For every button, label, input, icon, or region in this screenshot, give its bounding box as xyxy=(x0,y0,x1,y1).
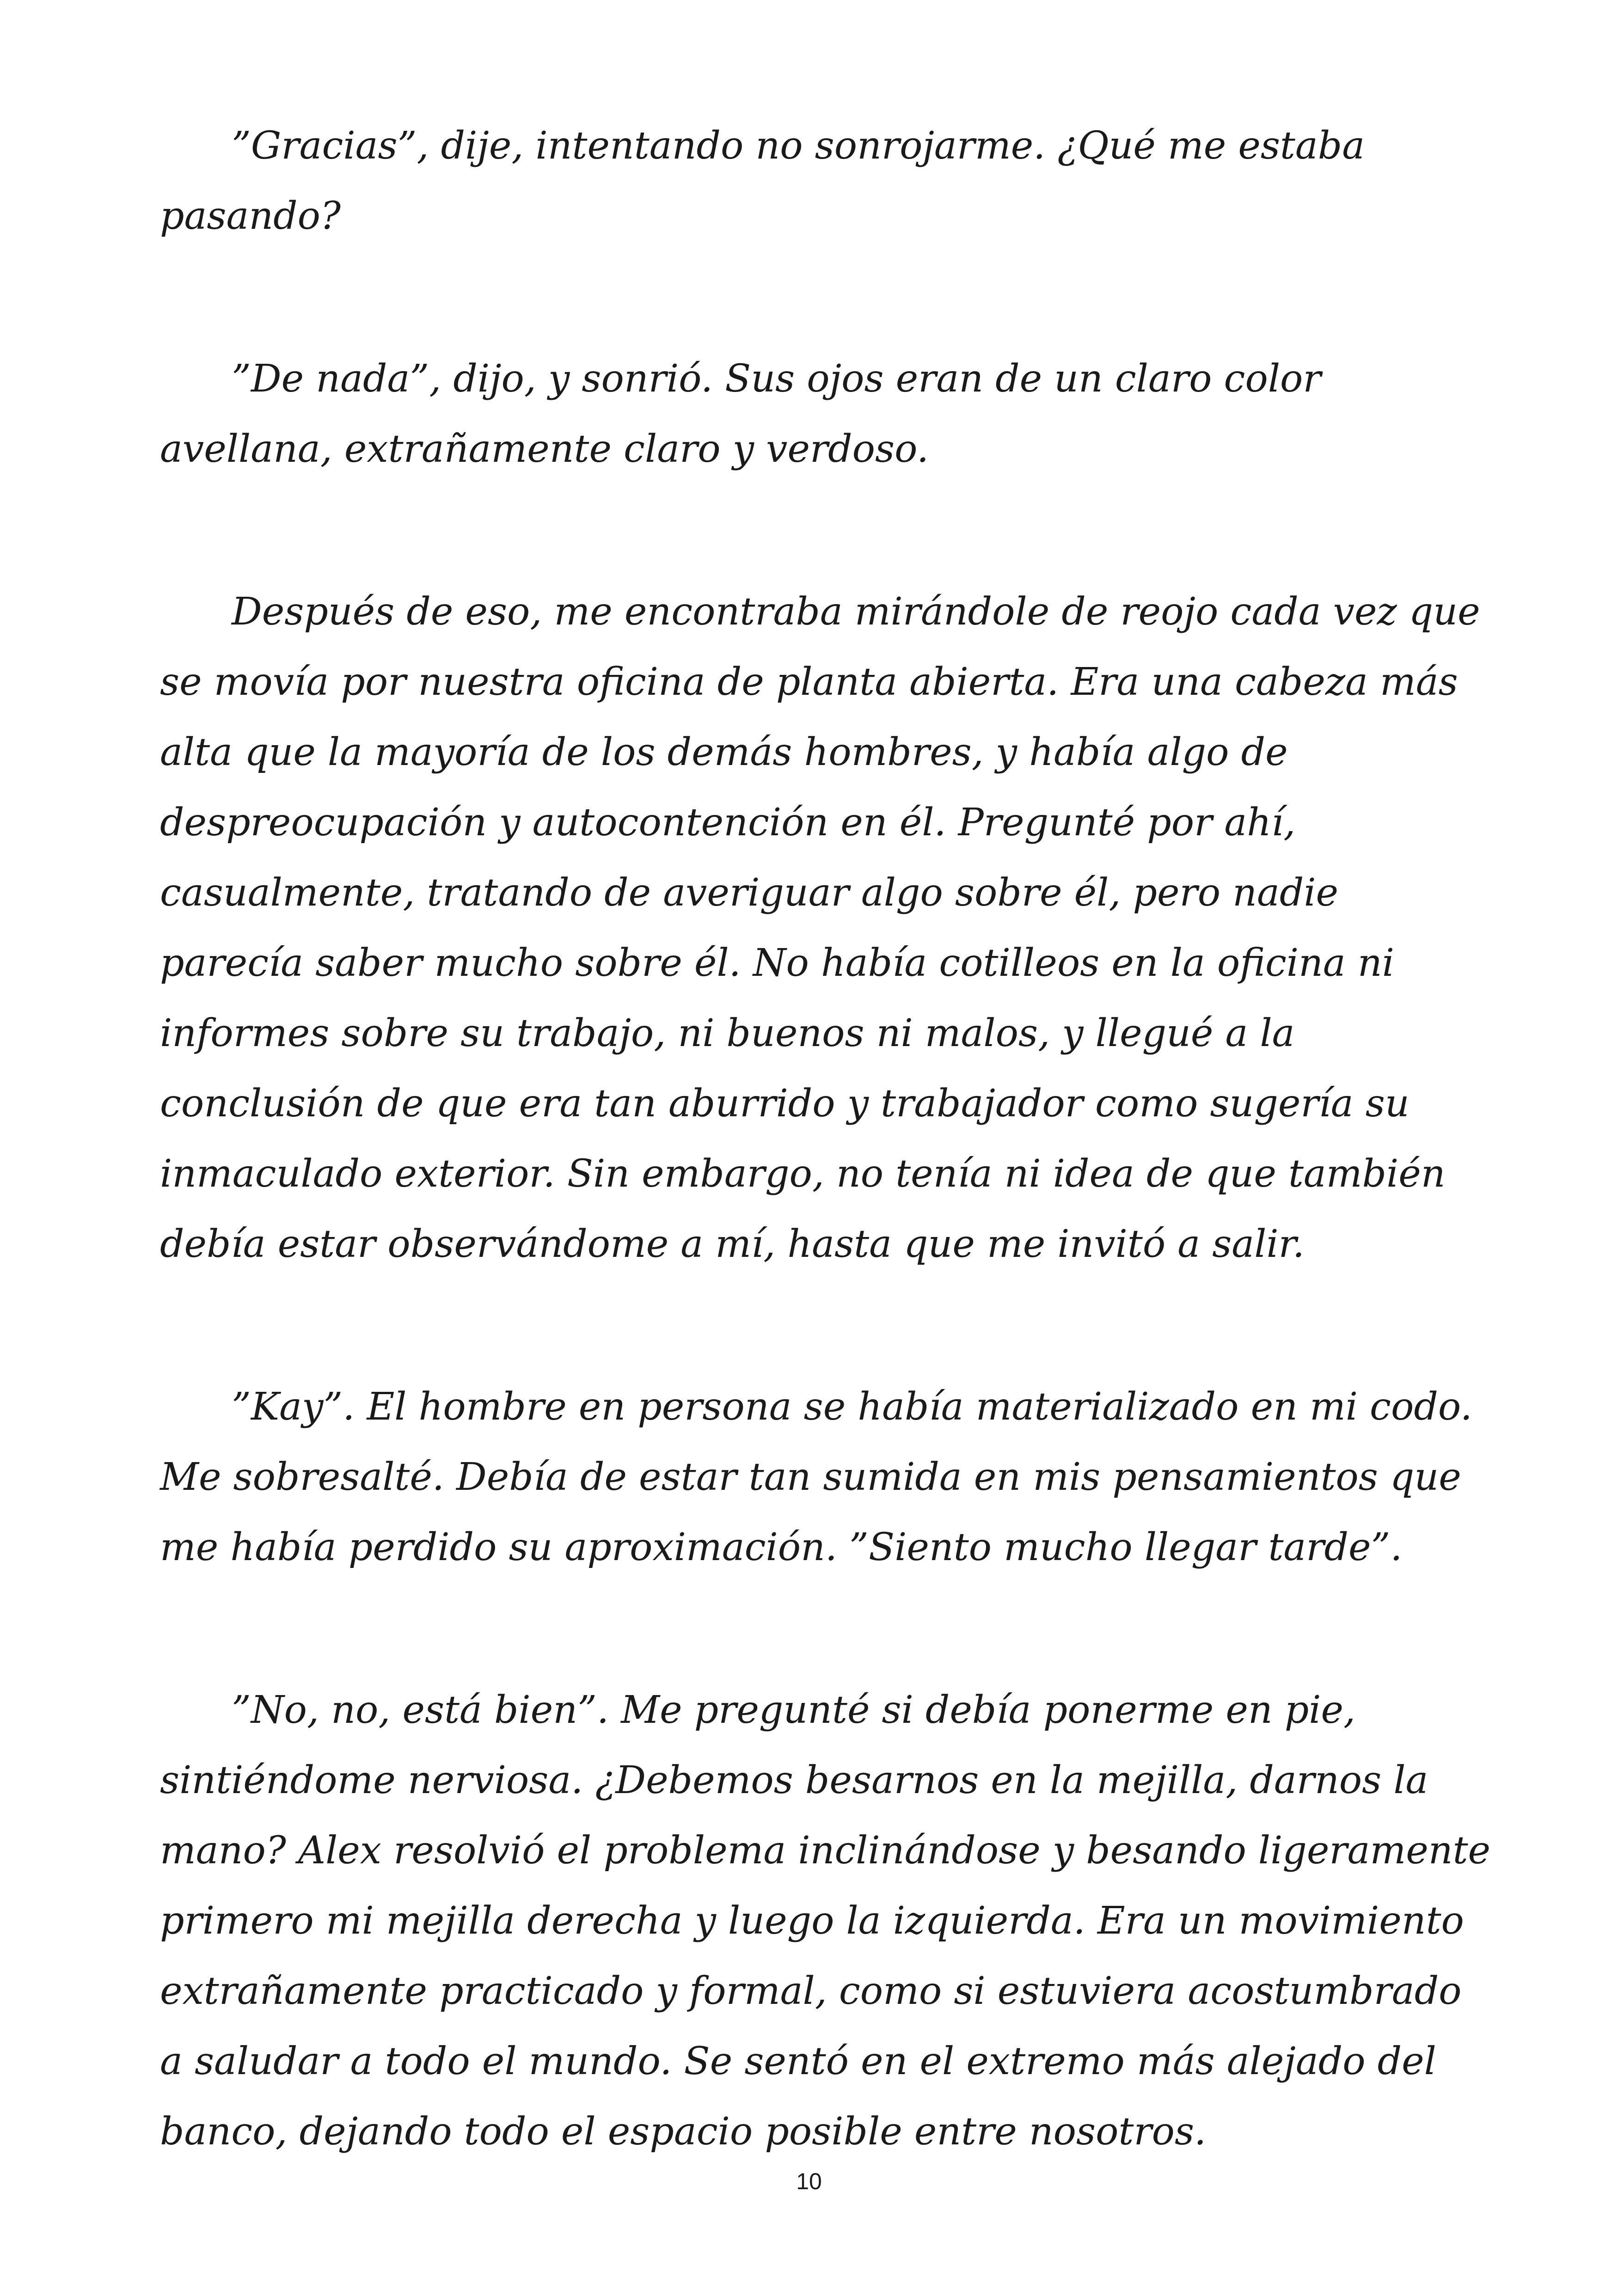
paragraph-1: ”Gracias”, dije, intentando no sonrojarme. ¿Qué me estaba pasando? xyxy=(160,124,1365,238)
paragraph-2: ”De nada”, dijo, y sonrió. Sus ojos eran de un claro color avellana, extrañamente claro y verdoso. xyxy=(160,357,1321,471)
paragraph-3: Después de eso, me encontraba mirándole de reojo cada vez que se movía por nuestra oficina de planta abierta. Era una cabeza más alta que la mayoría de los demás hombres, y había algo de despreocupación y autocontención en él. Pregunté por ahí, casualmente, tratando de averiguar algo sobre él, pero nadie parecía saber mucho sobre él. No había cotilleos en la oficina ni informes sobre su trabajo, ni buenos ni malos, y llegué a la conclusión de que era tan aburrido y trabajador como sugería su inmaculado exterior. Sin embargo, no tenía ni idea de que también debía estar observándome a mí, hasta que me invitó a salir. xyxy=(160,590,1480,1266)
body-text xyxy=(160,111,1491,2167)
page-number: 10 xyxy=(796,2168,822,2194)
paragraph-4: ”Kay”. El hombre en persona se había materializado en mi codo. Me sobresalté. Debía de estar tan sumida en mis pensamientos que me había perdido su aproximación. ”Siento mucho llegar tarde”. xyxy=(160,1385,1472,1569)
paragraph-5: ”No, no, está bien”. Me pregunté si debía ponerme en pie, sintiéndome nerviosa. ¿Debemos besarnos en la mejilla, darnos la mano? Alex resolvió el problema inclinándose y besando ligeramente primero mi mejilla derecha y luego la izquierda. Era un movimiento extrañamente practicado y formal, como si estuviera acostumbrado a saludar a todo el mundo. Se sentó en el extremo más alejado del banco, dejando todo el espacio posible entre nosotros. xyxy=(160,1688,1491,2154)
